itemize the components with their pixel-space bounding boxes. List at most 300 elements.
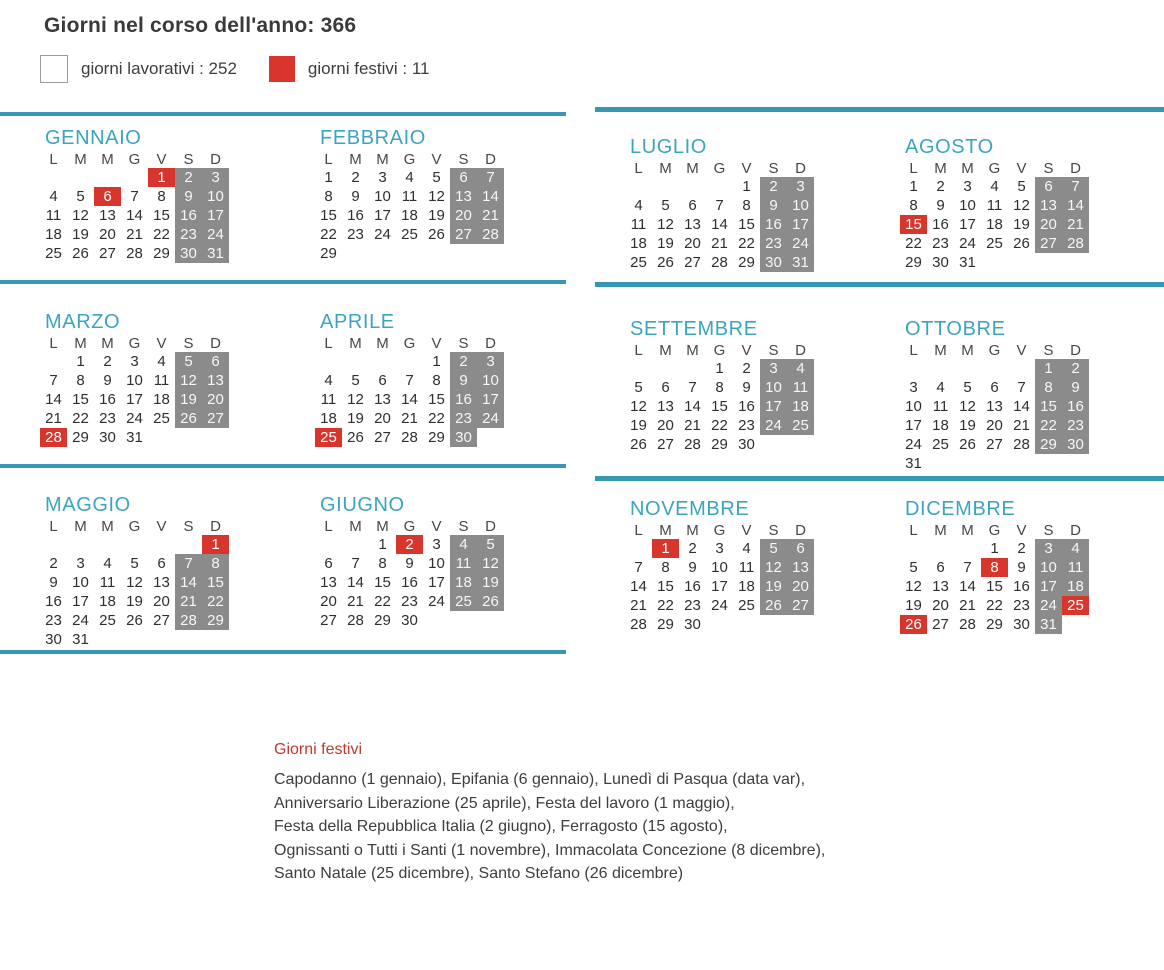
day-cell: 1 [990,540,999,557]
day-cell: 1 [652,539,679,558]
day-cell: 25 [738,597,755,614]
divider [595,107,1164,112]
day-header: V [431,335,442,352]
day-cell: 5 [634,379,643,396]
day-cell: 14 [630,578,647,595]
day-cell: 12 [760,558,787,577]
day-cell: 16 [1013,578,1030,595]
day-cell: 27 [320,612,337,629]
day-cell: 16 [684,578,701,595]
day-cell: 5 [1017,178,1026,195]
day-cell: 16 [347,207,364,224]
month-title-aprile: APRILE [320,311,395,333]
day-cell: 22 [153,226,170,243]
day-cell: 8 [661,559,670,576]
day-cell: 5 [175,352,202,371]
day-cell: 24 [374,226,391,243]
day-cell: 17 [126,391,143,408]
day-cell: 28 [401,429,418,446]
empty-cell [94,535,121,554]
day-cell: 17 [959,216,976,233]
holiday-line: Capodanno (1 gennaio), Epifania (6 gennaio), Lunedì di Pasqua (data var), [274,771,806,788]
day-cell: 24 [959,235,976,252]
day-cell: 21 [630,597,647,614]
month-giugno [320,495,510,630]
day-cell: 9 [742,379,751,396]
divider [0,112,566,116]
day-cell: 25 [932,436,949,453]
month-title-settembre: SETTEMBRE [630,318,758,340]
day-header: S [458,518,469,535]
day-cell: 20 [1035,215,1062,234]
day-cell: 26 [72,245,89,262]
month-grid-febbraio [315,151,504,263]
day-cell: 11 [45,207,62,224]
day-cell: 9 [175,187,202,206]
day-header: V [156,151,167,168]
day-header: G [403,151,416,168]
day-cell: 25 [153,410,170,427]
day-cell: 17 [428,574,445,591]
day-cell: 23 [175,225,202,244]
day-cell: 18 [45,226,62,243]
month-luglio [630,137,820,272]
day-header: S [183,518,194,535]
empty-cell [396,352,423,371]
day-cell: 15 [738,216,755,233]
day-cell: 3 [477,352,504,371]
day-cell: 18 [320,410,337,427]
day-cell: 25 [45,245,62,262]
month-maggio [45,495,235,649]
day-cell: 9 [351,188,360,205]
month-grid-marzo [40,335,229,447]
legend [40,55,430,83]
day-cell: 16 [401,574,418,591]
day-cell: 27 [202,409,229,428]
day-cell: 23 [684,597,701,614]
day-header: S [768,342,779,359]
day-cell: 4 [324,372,333,389]
day-header: M [74,335,87,352]
day-cell: 11 [153,372,170,389]
day-cell: 5 [909,559,918,576]
day-cell: 2 [760,177,787,196]
day-cell: 1 [432,353,441,370]
day-cell: 11 [630,216,647,233]
day-cell: 25 [401,226,418,243]
day-cell: 4 [787,359,814,378]
holiday-line: Anniversario Liberazione (25 aprile), Festa del lavoro (1 maggio), [274,794,735,812]
day-cell: 30 [45,631,62,648]
day-cell: 19 [657,235,674,252]
month-gennaio [45,128,235,263]
day-cell: 17 [905,417,922,434]
day-header: M [961,342,974,359]
month-title-febbraio: FEBBRAIO [320,127,426,149]
day-header: V [741,342,752,359]
day-cell: 29 [986,616,1003,633]
day-cell: 6 [378,372,387,389]
day-header: D [210,151,221,168]
day-header: M [349,151,362,168]
day-cell: 30 [1013,616,1030,633]
day-cell: 14 [1013,398,1030,415]
day-cell: 9 [1017,559,1026,576]
day-cell: 13 [787,558,814,577]
day-cell: 22 [986,597,1003,614]
day-cell: 31 [126,429,143,446]
day-cell: 9 [49,574,58,591]
day-cell: 2 [396,535,423,554]
day-header: M [686,522,699,539]
month-grid-maggio [40,518,229,649]
day-cell: 6 [94,187,121,206]
day-cell: 15 [72,391,89,408]
day-cell: 14 [684,398,701,415]
day-header: M [659,342,672,359]
day-cell: 18 [401,207,418,224]
day-header: L [49,518,58,535]
day-cell: 16 [99,391,116,408]
day-header: M [101,151,114,168]
empty-cell [121,535,148,554]
day-cell: 9 [936,197,945,214]
day-cell: 28 [1013,436,1030,453]
day-cell: 17 [374,207,391,224]
day-cell: 27 [986,436,1003,453]
day-cell: 29 [711,436,728,453]
empty-cell [954,539,981,558]
day-header: M [659,160,672,177]
day-cell: 14 [401,391,418,408]
day-header: S [183,335,194,352]
day-cell: 4 [742,540,751,557]
holiday-swatch [269,56,295,82]
day-cell: 11 [401,188,418,205]
day-cell: 5 [477,535,504,554]
day-cell: 27 [657,436,674,453]
day-header: L [634,522,643,539]
empty-cell [625,359,652,378]
day-cell: 11 [1062,558,1089,577]
day-cell: 6 [936,559,945,576]
day-cell: 10 [477,371,504,390]
day-cell: 29 [428,429,445,446]
day-cell: 22 [738,235,755,252]
day-cell: 10 [126,372,143,389]
day-cell: 20 [99,226,116,243]
day-cell: 30 [401,612,418,629]
day-cell: 17 [477,390,504,409]
day-cell: 9 [405,555,414,572]
day-cell: 26 [1013,235,1030,252]
page-title: Giorni nel corso dell'anno: 366 [44,14,357,37]
day-cell: 10 [428,555,445,572]
divider [595,282,1164,287]
day-header: G [988,522,1001,539]
day-cell: 29 [202,611,229,630]
day-cell: 13 [684,216,701,233]
day-cell: 27 [450,225,477,244]
holidays-count-label: giorni festivi : 11 [307,59,430,78]
day-cell: 11 [986,197,1003,214]
day-cell: 17 [72,593,89,610]
day-cell: 3 [432,536,441,553]
day-cell: 23 [1062,416,1089,435]
empty-cell [900,359,927,378]
day-cell: 16 [1062,397,1089,416]
day-header: V [156,518,167,535]
day-header: S [1043,160,1054,177]
day-cell: 22 [428,410,445,427]
day-cell: 5 [661,197,670,214]
month-grid-dicembre [900,522,1089,634]
day-cell: 16 [450,390,477,409]
empty-cell [40,352,67,371]
day-header: D [795,522,806,539]
day-header: M [934,160,947,177]
day-cell: 5 [432,169,441,186]
day-cell: 5 [760,539,787,558]
day-cell: 4 [405,169,414,186]
day-cell: 7 [175,554,202,573]
day-cell: 11 [450,554,477,573]
day-cell: 24 [126,410,143,427]
day-cell: 29 [905,254,922,271]
empty-cell [652,177,679,196]
day-cell: 30 [175,244,202,263]
day-cell: 25 [1062,596,1089,615]
day-cell: 26 [126,612,143,629]
day-cell: 18 [630,235,647,252]
month-novembre [630,499,820,634]
day-header: V [1016,160,1027,177]
day-cell: 18 [738,578,755,595]
day-cell: 12 [347,391,364,408]
day-cell: 4 [450,535,477,554]
day-cell: 7 [130,188,139,205]
day-cell: 12 [175,371,202,390]
empty-cell [342,352,369,371]
day-cell: 18 [787,397,814,416]
month-title-marzo: MARZO [45,311,121,333]
day-cell: 30 [760,253,787,272]
day-cell: 15 [657,578,674,595]
day-cell: 19 [1013,216,1030,233]
day-cell: 19 [905,597,922,614]
day-cell: 18 [986,216,1003,233]
day-cell: 9 [1062,378,1089,397]
day-header: L [49,335,58,352]
day-cell: 9 [760,196,787,215]
day-cell: 28 [175,611,202,630]
day-cell: 21 [45,410,62,427]
holidays-heading: Giorni festivi [274,741,363,758]
day-cell: 9 [103,372,112,389]
day-header: M [349,335,362,352]
day-cell: 6 [787,539,814,558]
day-header: V [431,151,442,168]
day-cell: 29 [320,245,337,262]
day-header: M [686,342,699,359]
day-header: M [101,518,114,535]
day-cell: 8 [324,188,333,205]
day-cell: 4 [990,178,999,195]
day-cell: 21 [126,226,143,243]
empty-cell [175,535,202,554]
day-cell: 15 [374,574,391,591]
month-grid-novembre [625,522,814,634]
day-header: M [934,342,947,359]
day-cell: 21 [401,410,418,427]
day-cell: 19 [175,390,202,409]
month-dicembre [905,499,1095,634]
month-grid-giugno [315,518,504,630]
day-cell: 10 [1035,558,1062,577]
day-header: S [1043,522,1054,539]
empty-cell [625,177,652,196]
day-cell: 9 [688,559,697,576]
day-cell: 4 [936,379,945,396]
day-cell: 8 [76,372,85,389]
day-cell: 16 [175,206,202,225]
month-title-gennaio: GENNAIO [45,127,142,149]
day-cell: 18 [1062,577,1089,596]
day-cell: 10 [787,196,814,215]
day-header: G [988,342,1001,359]
day-cell: 26 [347,429,364,446]
day-cell: 7 [351,555,360,572]
day-cell: 20 [374,410,391,427]
day-cell: 11 [99,574,116,591]
day-cell: 4 [634,197,643,214]
day-header: G [713,522,726,539]
month-grid-aprile [315,335,504,447]
day-header: D [210,335,221,352]
day-cell: 2 [742,360,751,377]
day-header: M [376,518,389,535]
day-cell: 24 [72,612,89,629]
day-cell: 17 [787,215,814,234]
day-cell: 12 [657,216,674,233]
empty-cell [148,535,175,554]
day-cell: 29 [1035,435,1062,454]
empty-cell [315,535,342,554]
day-header: S [1043,342,1054,359]
day-cell: 13 [1035,196,1062,215]
month-title-luglio: LUGLIO [630,136,707,158]
day-cell: 27 [1035,234,1062,253]
day-header: D [795,160,806,177]
day-header: V [741,160,752,177]
day-cell: 27 [99,245,116,262]
day-cell: 12 [1013,197,1030,214]
empty-cell [900,539,927,558]
day-cell: 13 [153,574,170,591]
day-cell: 15 [711,398,728,415]
day-cell: 31 [905,455,922,472]
day-cell: 1 [1035,359,1062,378]
day-cell: 11 [320,391,337,408]
day-cell: 7 [688,379,697,396]
day-cell: 13 [932,578,949,595]
day-header: G [713,342,726,359]
day-header: D [485,518,496,535]
day-header: D [485,151,496,168]
day-cell: 7 [963,559,972,576]
day-cell: 10 [711,559,728,576]
day-header: V [156,335,167,352]
day-header: L [909,342,918,359]
empty-cell [954,359,981,378]
day-cell: 26 [428,226,445,243]
day-cell: 22 [374,593,391,610]
day-cell: 31 [959,254,976,271]
day-header: V [741,522,752,539]
day-cell: 27 [932,616,949,633]
day-cell: 1 [202,535,229,554]
day-cell: 21 [959,597,976,614]
day-header: D [1070,160,1081,177]
day-cell: 17 [760,397,787,416]
day-cell: 7 [634,559,643,576]
empty-cell [67,168,94,187]
day-cell: 22 [320,226,337,243]
day-cell: 22 [202,592,229,611]
day-cell: 13 [450,187,477,206]
day-cell: 27 [374,429,391,446]
day-cell: 27 [787,596,814,615]
day-cell: 10 [72,574,89,591]
day-cell: 18 [153,391,170,408]
day-cell: 28 [1062,234,1089,253]
day-cell: 6 [324,555,333,572]
day-cell: 8 [742,197,751,214]
day-cell: 17 [202,206,229,225]
day-header: M [961,160,974,177]
day-cell: 1 [715,360,724,377]
empty-cell [40,168,67,187]
day-header: D [485,335,496,352]
day-cell: 20 [684,235,701,252]
day-cell: 1 [76,353,85,370]
month-grid-luglio [625,160,814,272]
month-grid-agosto [900,160,1089,272]
day-header: G [128,335,141,352]
day-cell: 17 [1035,577,1062,596]
day-header: M [101,335,114,352]
day-cell: 25 [986,235,1003,252]
day-cell: 29 [738,254,755,271]
day-cell: 24 [428,593,445,610]
day-cell: 20 [320,593,337,610]
day-cell: 14 [477,187,504,206]
day-cell: 2 [450,352,477,371]
day-cell: 19 [760,577,787,596]
day-cell: 30 [450,428,477,447]
day-cell: 16 [760,215,787,234]
day-header: S [458,335,469,352]
day-cell: 13 [99,207,116,224]
empty-cell [369,352,396,371]
month-marzo [45,312,235,447]
empty-cell [40,535,67,554]
day-cell: 14 [45,391,62,408]
day-cell: 29 [72,429,89,446]
day-header: S [183,151,194,168]
day-cell: 29 [657,616,674,633]
